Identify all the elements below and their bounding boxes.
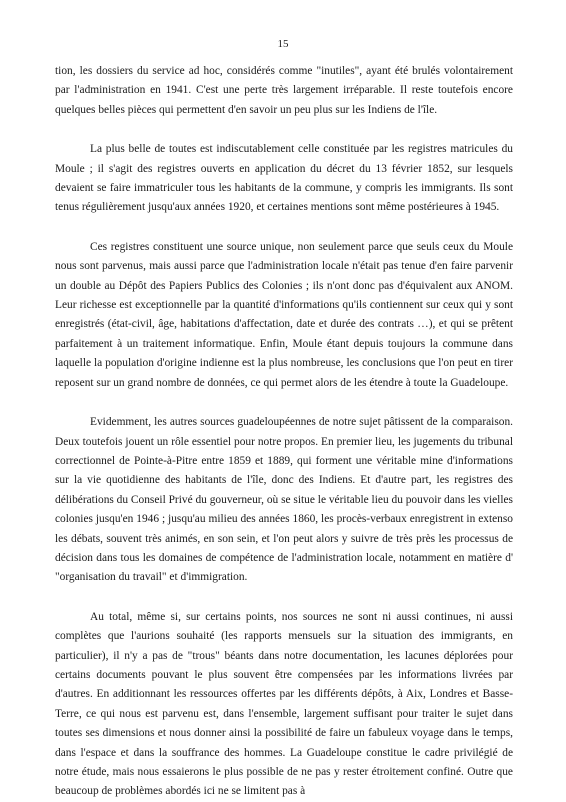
paragraph-autres-sources: Evidemment, les autres sources guadeloupéennes de notre sujet pâtissent de la comparaison. Deux toutefois jouent un rôle essentiel pour notre propos. En premier lieu, les jugements du tribunal correctionnel de Pointe-à-Pitre entre 1859 et 1889, qui forment une véritable mine d'informations sur la vie quotidienne des habitants de l'île, donc des Indiens. Et d'autre part, les registres des délibérations du Conseil Privé du gouverneur, où se situe le véritable lieu du pouvoir dans les vielles colonies jusqu'en 1946 ; jusqu'au milieu des années 1860, les procès-verbaux enregistrent in extenso les débats, souvent très animés, en son sein, et l'on peut alors y suivre de très près les processus de décision dans tous les domaines de compétence de l'administration locale, notamment en matière d' "organisation du travail" et d'immigration.	[55, 416, 513, 584]
paragraph-continuation: tion, les dossiers du service ad hoc, considérés comme "inutiles", ayant été brulés volontairement par l'administration en 1941. C'est une perte très largement irréparable. Il reste toutefois encore quelques belles pièces qui permettent d'en savoir un peu plus sur les Indiens de l'île.	[55, 65, 513, 116]
body-text	[55, 62, 513, 802]
paragraph-au-total: Au total, même si, sur certains points, nos sources ne sont ni aussi continues, ni aussi complètes que l'aurions souhaité (les rapports mensuels sur la situation des immigrants, en particulier), il n'y a pas de "trous" béants dans notre documentation, les lacunes déplorées pour certains documents pouvant le plus souvent être compensées par les informations livrées par d'autres. En additionnant les ressources offertes par les différents dépôts, à Aix, Londres et Basse-Terre, ce qui nous est parvenu est, dans l'ensemble, largement suffisant pour traiter le sujet dans toutes ses dimensions et nous donner ainsi la possibilité de faire un fabuleux voyage dans le temps, dans l'espace et dans la souffrance des hommes. La Guadeloupe constitue le cadre privilégié de notre étude, mais nous essaierons le plus possible de ne pas y rester étroitement confiné. Outre que beaucoup de problèmes abordés ici ne se limitent pas à	[55, 610, 513, 798]
page-number: 15	[277, 38, 289, 50]
paragraph-source-unique: Ces registres constituent une source unique, non seulement parce que seuls ceux du Moule nous sont parvenus, mais aussi parce que l'administration locale n'était pas tenue d'en faire parvenir un double au Dépôt des Papiers Publics des Colonies ; ils n'ont donc pas d'équivalent aux ANOM. Leur richesse est exceptionnelle par la quantité d'informations qu'ils contiennent sur ceux qui y sont enregistrés (état-civil, âge, habitations d'affectation, date et durée des contrats …), et qui se prêtent parfaitement à un traitement informatique. Enfin, Moule étant depuis toujours la commune dans laquelle la population d'origine indienne est la plus nombreuse, les conclusions que l'on peut en tirer reposent sur un grand nombre de données, ce qui permet alors de les étendre à toute la Guadeloupe.	[55, 240, 513, 389]
paragraph-registres-matricules: La plus belle de toutes est indiscutablement celle constituée par les registres matricules du Moule ; il s'agit des registres ouverts en application du décret du 13 février 1852, sur lesquels devaient se faire immatriculer tous les habitants de la commune, y compris les immigrants. Ils sont tenus régulièrement jusqu'aux années 1920, et certaines mentions sont même postérieures à 1945.	[55, 143, 513, 214]
